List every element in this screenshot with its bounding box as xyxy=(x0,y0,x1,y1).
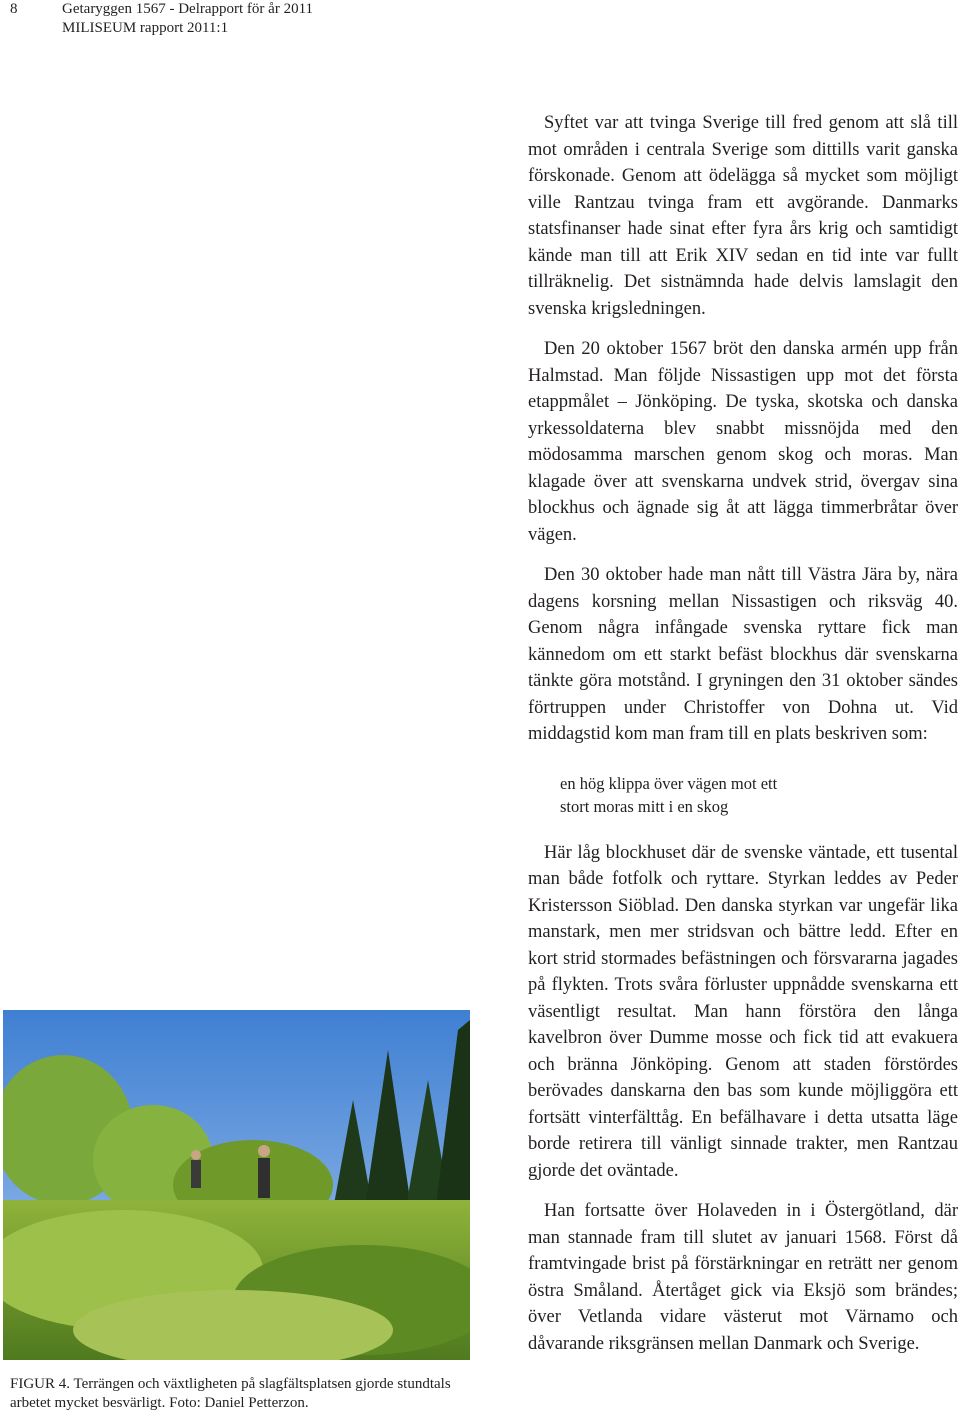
body-text-column xyxy=(528,110,958,1371)
quote-line: stort moras mitt i en skog xyxy=(560,796,729,816)
figure-caption: FIGUR 4. Terrängen och växtligheten på slagfältsplatsen gjorde stundtals arbetet mycket besvärligt. Foto: Daniel Petterzon. xyxy=(10,1376,451,1411)
running-header xyxy=(62,0,313,38)
photo-illustration xyxy=(3,1010,470,1360)
report-title: Getaryggen 1567 - Delrapport för år 2011 xyxy=(62,1,314,17)
paragraph: Här låg blockhuset där de svenske väntade, ett tusental man både fotfolk och ryttare. Styrkan leddes av Peder Kristersson Siöblad. Den danska styrkan var ungefär lika manstark, men mer stridsvan och bättre ledd. Efter en kort strid stormades befästningen och försvararna jagades på flykten. Trots svåra förluster uppnådde svenskarna ett väsentligt resultat. Man hann förstöra den långa kavelbron över Dumme mosse och fick tid att evakuera och bränna Jönköping. Genom att staden förstördes berövades danskarna den bas som kunde möjliggöra ett fortsätt vinterfälttåg. En befälhavare i detta utsatta läge borde retirera till vänligt sinnade trakter, men Rantzau gjorde det oväntade. xyxy=(528,842,958,1181)
paragraph: Den 30 oktober hade man nått till Västra Jära by, nära dagens korsning mellan Nissastigen och riksväg 40. Genom några infångade svenska ryttare fick man kännedom om ett starkt befäst blockhus där svenskarna tänkte göra motstånd. I gryningen den 31 oktober sändes förtruppen under Christoffer von Dohna ut. Vid middagstid kom man fram till en plats beskriven som: xyxy=(528,565,958,744)
paragraph: Den 20 oktober 1567 bröt den danska armén upp från Halmstad. Man följde Nissastigen upp mot det första etappmålet – Jönköping. De tyska, skotska och danska yrkessoldaterna blev snabbt missnöjda med den mödosamma marschen genom skog och moras. Man klagade över att svenskarna undvek strid, övergav sina blockhus och ägnade sig åt att lägga timmerbråtar över vägen. xyxy=(528,339,958,545)
paragraph: Syftet var att tvinga Sverige till fred genom att slå till mot områden i centrala Sverige som dittills varit ganska förskonade. Genom att ödelägga så mycket som möjligt ville Rantzau tvinga fram ett avgörande. Danmarks statsfinanser hade sinat efter fyra års krig och samtidigt kände man till att Erik XIV sedan en tid inte var fullt tillräknelig. Det sistnämnda hade delvis lamslagit den svenska krigsledningen. xyxy=(528,113,958,319)
quote-line: en hög klippa över vägen mot ett xyxy=(560,773,778,793)
terrain-photo xyxy=(3,1010,470,1360)
page-header xyxy=(0,0,420,40)
page-number: 8 xyxy=(10,1,18,17)
report-series: MILISEUM rapport 2011:1 xyxy=(62,20,229,36)
block-quote xyxy=(560,772,958,818)
paragraph: Han fortsatte över Holaveden in i Östergötland, där man stannade fram till slutet av januari 1568. Först då framtvingade brist på förstärkningar en reträtt ner genom östra Småland. Återtåget gick via Eksjö som brändes; över Vetlanda vidare västerut mot Värnamo och dåvarande riksgränsen mellan Danmark och Sverige. xyxy=(528,1201,958,1354)
